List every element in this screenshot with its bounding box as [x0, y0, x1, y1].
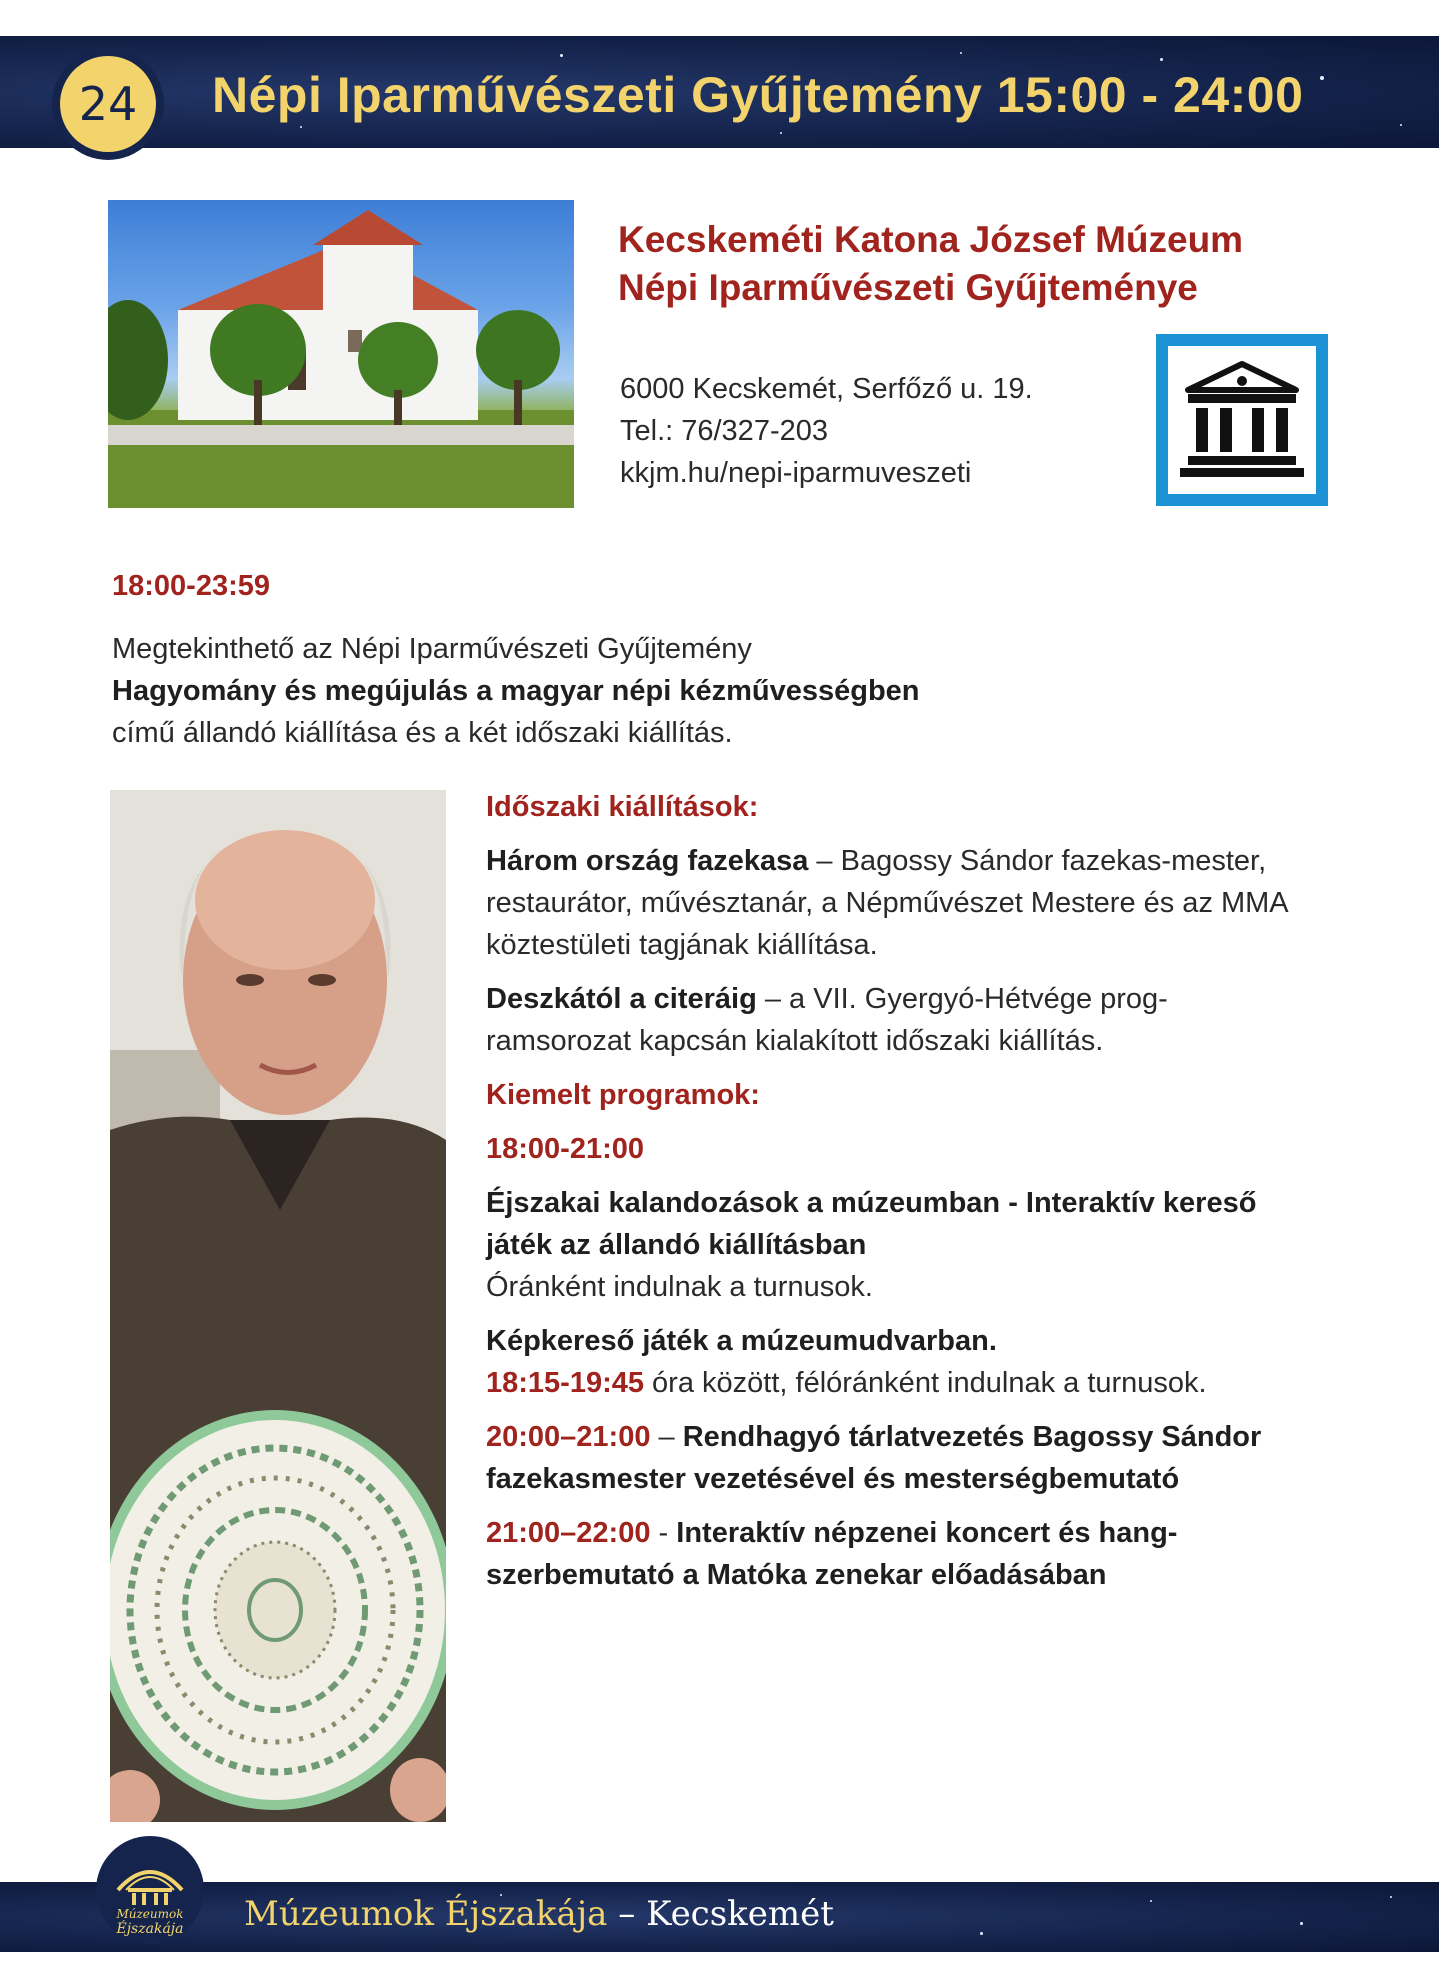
page-title: Népi Iparművészeti Gyűjtemény 15:00 - 24:00: [212, 67, 1304, 123]
website-link[interactable]: kkjm.hu/nepi-iparmuveszeti: [620, 457, 972, 489]
header-band: [0, 36, 1439, 148]
programs-heading: Kiemelt programok:: [486, 1079, 760, 1111]
temporary-exhibitions-heading: Időszaki kiállítások:: [486, 791, 759, 823]
program-time: 18:00-21:00: [486, 1133, 644, 1165]
exhibition-item: Deszkától a citeráig – a VII. Gyergyó-Hétvége prog-ramsorozat kapcsán kialakított időszaki kiállítás.: [486, 983, 1168, 1057]
program-item: Képkereső játék a múzeumudvarban. 18:15-19:45 óra között, félóránként indulnak a turnusok.: [486, 1320, 1306, 1404]
program-item: Éjszakai kalandozások a múzeumban - Interaktív kereső játék az állandó kiállításban Óránként indulnak a turnusok.: [486, 1182, 1306, 1308]
program-title: Képkereső játék a múzeumudvarban.: [486, 1325, 997, 1357]
address: 6000 Kecskemét, Serfőző u. 19.: [620, 373, 1033, 405]
logo-line2: Éjszakája: [116, 1921, 184, 1937]
intro-line: Megtekinthető az Népi Iparművészeti Gyűjtemény: [112, 633, 752, 665]
intro-line: című állandó kiállítása és a két időszaki kiállítás.: [112, 717, 733, 749]
footer-title: Múzeumok Éjszakája – Kecskemét: [244, 1894, 834, 1934]
museums-night-logo: [96, 1836, 204, 1944]
program-title: Éjszakai kalandozások a múzeumban - Interaktív kereső játék az állandó kiállításban: [486, 1187, 1257, 1261]
event-number: 24: [60, 56, 156, 152]
event-number-badge: [52, 48, 164, 160]
intro-text: [112, 628, 1312, 754]
museum-building-photo: [108, 200, 574, 508]
exhibition-item: Három ország fazekasa – Bagossy Sándor fazekas-mester, restaurátor, művésztanár, a Népművészet Mestere és az MMA köztestületi tagjának kiállítása.: [486, 845, 1288, 961]
potter-portrait-photo: [110, 790, 446, 1822]
program-item: 20:00–21:00 – Rendhagyó tárlatvezetés Bagossy Sándor fazekasmester vezetésével és mesterségbemutató: [486, 1421, 1262, 1495]
exhibition-title: Hagyomány és megújulás a magyar népi kézművességben: [112, 675, 920, 707]
phone: Tel.: 76/327-203: [620, 415, 828, 447]
museum-building-icon: [1156, 334, 1328, 506]
footer-band: [0, 1882, 1439, 1952]
opening-time: 18:00-23:59: [112, 570, 270, 602]
logo-line1: Múzeumok: [116, 1907, 184, 1921]
contact-block: [620, 368, 1033, 494]
museum-name-line1: Kecskeméti Katona József Múzeum: [618, 219, 1244, 260]
program-item: 21:00–22:00 - Interaktív népzenei koncert és hang-szerbemutató a Matóka zenekar előadásában: [486, 1517, 1178, 1591]
program-title: Interaktív népzenei koncert és hang-szerbemutató a Matóka zenekar előadásában: [486, 1517, 1178, 1591]
program-column: [486, 786, 1306, 1608]
program-title: Rendhagyó tárlatvezetés Bagossy Sándor fazekasmester vezetésével és mesterségbemutató: [486, 1421, 1262, 1495]
museum-name-line2: Népi Iparművészeti Gyűjteménye: [618, 267, 1198, 309]
museum-name: [618, 216, 1378, 312]
